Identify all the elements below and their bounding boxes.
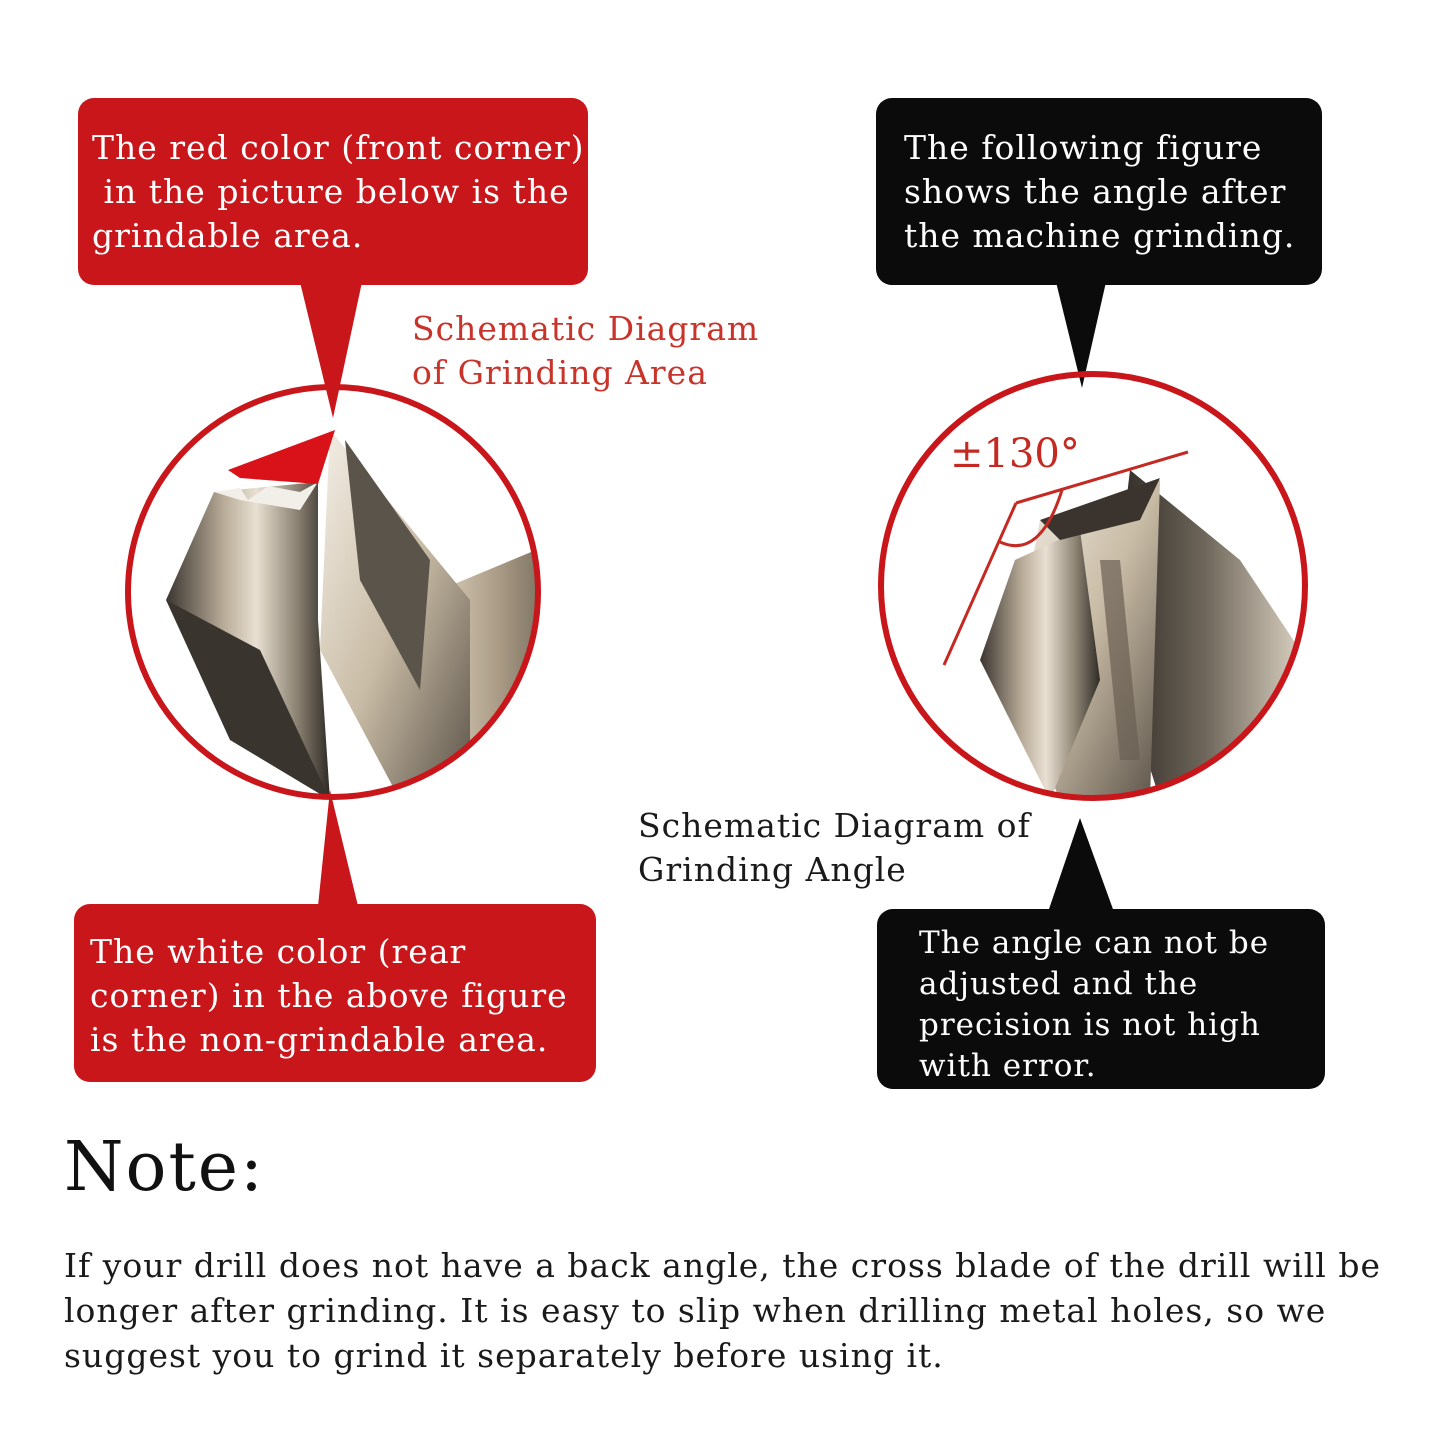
- caption-line: Grinding Angle: [638, 850, 907, 889]
- note-line: suggest you to grind it separately before using it.: [64, 1336, 944, 1375]
- callout-line: shows the angle after: [904, 172, 1287, 211]
- caption-line: Schematic Diagram of: [638, 806, 1031, 845]
- grinding-angle-caption: [638, 804, 1031, 892]
- grindable-area-callout: [78, 98, 588, 285]
- callout-line: with error.: [919, 1048, 1097, 1084]
- grinding-area-caption: [412, 307, 759, 395]
- note-body: [64, 1243, 1381, 1378]
- angle-precision-callout: [877, 909, 1325, 1089]
- note-title: Note:: [64, 1128, 265, 1207]
- caption-line: Schematic Diagram: [412, 309, 760, 348]
- red-bottom-pointer: [318, 790, 358, 906]
- callout-line: precision is not high: [919, 1007, 1261, 1043]
- caption-line: of Grinding Area: [412, 353, 708, 392]
- angle-label: ±130°: [950, 431, 1080, 477]
- red-front-corner-area: [228, 430, 335, 484]
- callout-line: grindable area.: [92, 216, 364, 255]
- non-grindable-area-callout: [74, 904, 596, 1082]
- drill-front-corner-illustration: [166, 430, 560, 800]
- note-line: If your drill does not have a back angle, the cross blade of the drill will be: [64, 1246, 1381, 1285]
- note-line: longer after grinding. It is easy to slip when drilling metal holes, so we: [64, 1291, 1327, 1330]
- black-bottom-pointer: [1048, 818, 1114, 912]
- machine-angle-callout: [876, 98, 1322, 285]
- drill-ground-angle-illustration: [980, 470, 1300, 800]
- callout-line: The angle can not be: [919, 925, 1270, 961]
- red-top-pointer: [300, 282, 362, 418]
- callout-line: is the non-grindable area.: [90, 1020, 549, 1059]
- callout-line: the machine grinding.: [904, 216, 1296, 255]
- callout-line: The following figure: [904, 128, 1263, 167]
- callout-line: The white color (rear: [90, 932, 467, 971]
- callout-line: The red color (front corner): [92, 128, 585, 167]
- callout-line: in the picture below is the: [92, 172, 570, 211]
- callout-line: adjusted and the: [919, 966, 1199, 1002]
- callout-line: corner) in the above figure: [90, 976, 568, 1015]
